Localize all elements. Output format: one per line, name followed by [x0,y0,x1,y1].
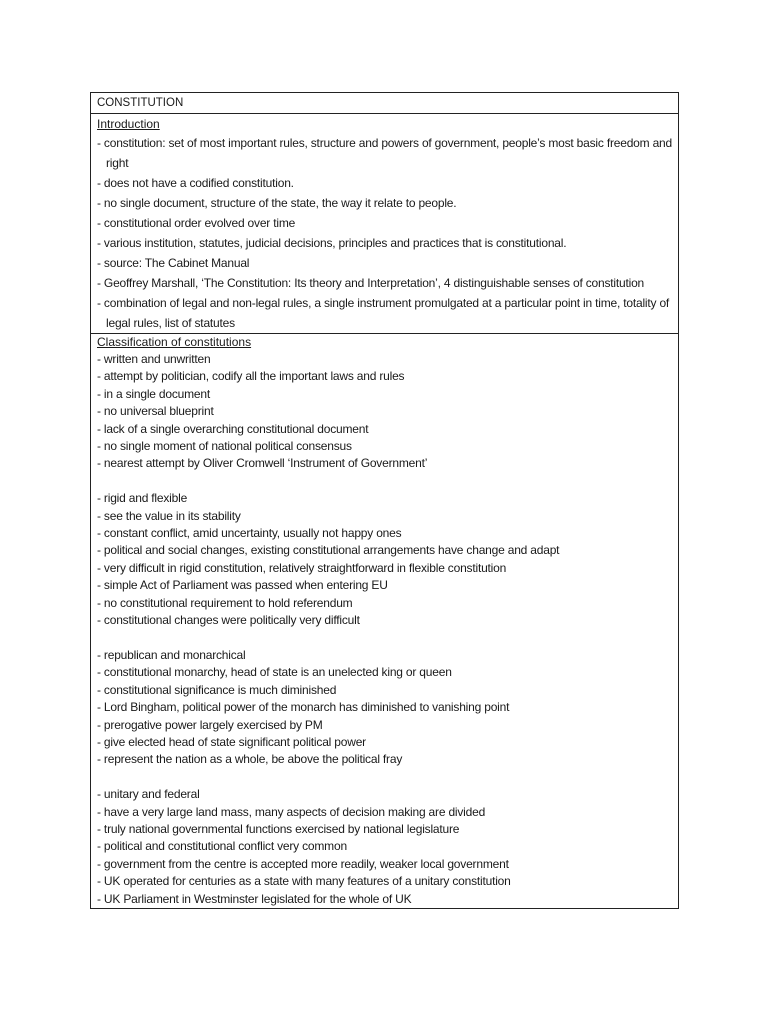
classification-line: - no single moment of national political consensus [97,439,352,454]
classification-line: - see the value in its stability [97,508,241,523]
intro-line: - combination of legal and non-legal rules, a single instrument promulgated at a particular point in time, totality of legal rules, list of statutes [97,296,670,330]
title-row [91,93,679,114]
classification-line: - represent the nation as a whole, be above the political fray [97,752,403,767]
introduction-cell [91,114,679,334]
classification-line: - unitary and federal [97,787,200,802]
classification-line: - written and unwritten [97,352,211,366]
classification-cell [91,334,679,909]
intro-line: - constitution: set of most important rules, structure and powers of government, people’s most basic freedom and right [97,136,673,170]
intro-line: - no single document, structure of the state, the way it relate to people. [97,196,457,210]
classification-row [91,334,679,909]
introduction-heading: Introduction [97,117,160,131]
classification-line: - attempt by politician, codify all the important laws and rules [97,369,405,384]
classification-line: - have a very large land mass, many aspects of decision making are divided [97,804,486,819]
classification-line: - rigid and flexible [97,491,188,506]
classification-line: - UK Parliament in Westminster legislated for the whole of UK [97,891,412,906]
classification-line: - simple Act of Parliament was passed when entering EU [97,578,388,593]
classification-line: - constitutional significance is much diminished [97,682,337,697]
title-cell [91,93,679,114]
classification-line: - no universal blueprint [97,404,214,419]
classification-line: - nearest attempt by Oliver Cromwell ‘Instrument of Government’ [97,456,428,471]
group-spacer [97,769,674,786]
classification-line: - UK operated for centuries as a state with many features of a unitary constitution [97,874,511,889]
classification-line: - no constitutional requirement to hold referendum [97,595,353,610]
intro-line: - Geoffrey Marshall, ‘The Constitution: Its theory and Interpretation’, 4 distinguishable senses of constitution [97,276,645,290]
classification-line: - constitutional changes were politically very difficult [97,613,360,628]
classification-line: - political and social changes, existing constitutional arrangements have change and adapt [97,543,560,558]
classification-line: - political and constitutional conflict very common [97,839,347,854]
introduction-row [91,114,679,334]
classification-line: - very difficult in rigid constitution, relatively straightforward in flexible constitution [97,560,507,575]
classification-line: - constitutional monarchy, head of state is an unelected king or queen [97,665,452,680]
classification-line: - lack of a single overarching constitutional document [97,421,369,436]
classification-line: - republican and monarchical [97,647,246,662]
classification-heading: Classification of constitutions [97,335,252,349]
classification-line: - truly national governmental functions exercised by national legislature [97,821,460,836]
intro-line: - does not have a codified constitution. [97,176,294,190]
group-spacer [97,473,674,490]
classification-line: - in a single document [97,386,210,401]
classification-line: - constant conflict, amid uncertainty, usually not happy ones [97,526,402,541]
intro-line: - various institution, statutes, judicial decisions, principles and practices that is constitutional. [97,236,567,250]
classification-line: - Lord Bingham, political power of the monarch has diminished to vanishing point [97,700,510,715]
document-title: CONSTITUTION [97,97,184,109]
intro-line: - source: The Cabinet Manual [97,256,250,270]
classification-line: - prerogative power largely exercised by PM [97,717,323,732]
classification-line: - government from the centre is accepted more readily, weaker local government [97,856,509,871]
intro-line: - constitutional order evolved over time [97,216,296,230]
group-spacer [97,629,674,646]
classification-line: - give elected head of state significant political power [97,734,366,749]
notes-table [90,92,679,909]
